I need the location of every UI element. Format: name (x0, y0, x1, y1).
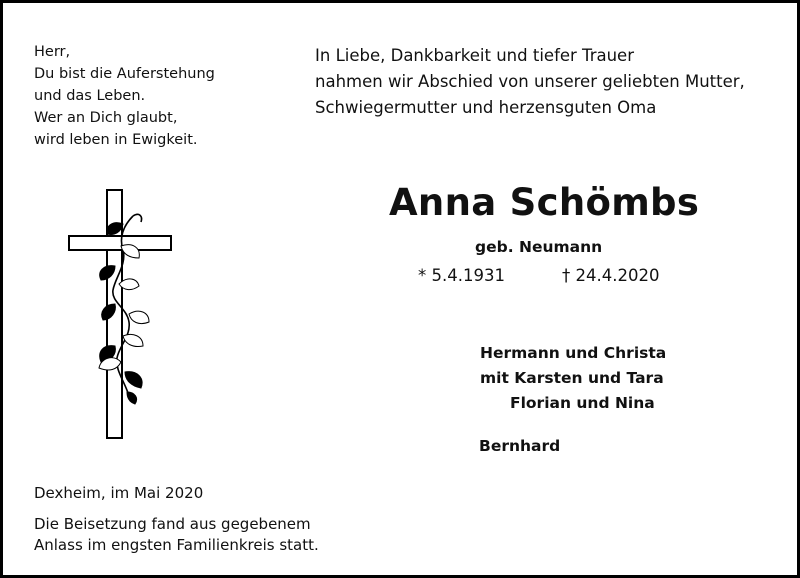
deceased-name: Anna Schömbs (389, 181, 700, 224)
mourner-line: Bernhard (479, 437, 561, 455)
death-date: † 24.4.2020 (562, 266, 660, 285)
intro-line: nahmen wir Abschied von unserer geliebten Mutter, (315, 72, 745, 91)
mourner-line: Florian und Nina (510, 394, 655, 412)
verse-line: Du bist die Auferstehung (34, 66, 215, 82)
cross-with-ivy-icon (63, 186, 183, 446)
verse-line: Wer an Dich glaubt, (34, 110, 178, 126)
burial-line: Anlass im engsten Familienkreis statt. (34, 536, 319, 554)
mourner-line: Hermann und Christa (480, 344, 667, 362)
place-date: Dexheim, im Mai 2020 (34, 484, 204, 502)
burial-line: Die Beisetzung fand aus gegebenem (34, 515, 311, 533)
maiden-name: geb. Neumann (475, 238, 603, 256)
verse-line: wird leben in Ewigkeit. (34, 132, 198, 148)
mourner-line: mit Karsten und Tara (480, 369, 664, 387)
intro-line: In Liebe, Dankbarkeit und tiefer Trauer (315, 46, 634, 65)
birth-date: * 5.4.1931 (418, 266, 505, 285)
intro-text (315, 43, 745, 121)
burial-note (34, 514, 319, 556)
intro-line: Schwiegermutter und herzensguten Oma (315, 98, 657, 117)
verse-line: Herr, (34, 44, 71, 60)
verse-line: und das Leben. (34, 88, 146, 104)
bible-verse (34, 41, 215, 151)
